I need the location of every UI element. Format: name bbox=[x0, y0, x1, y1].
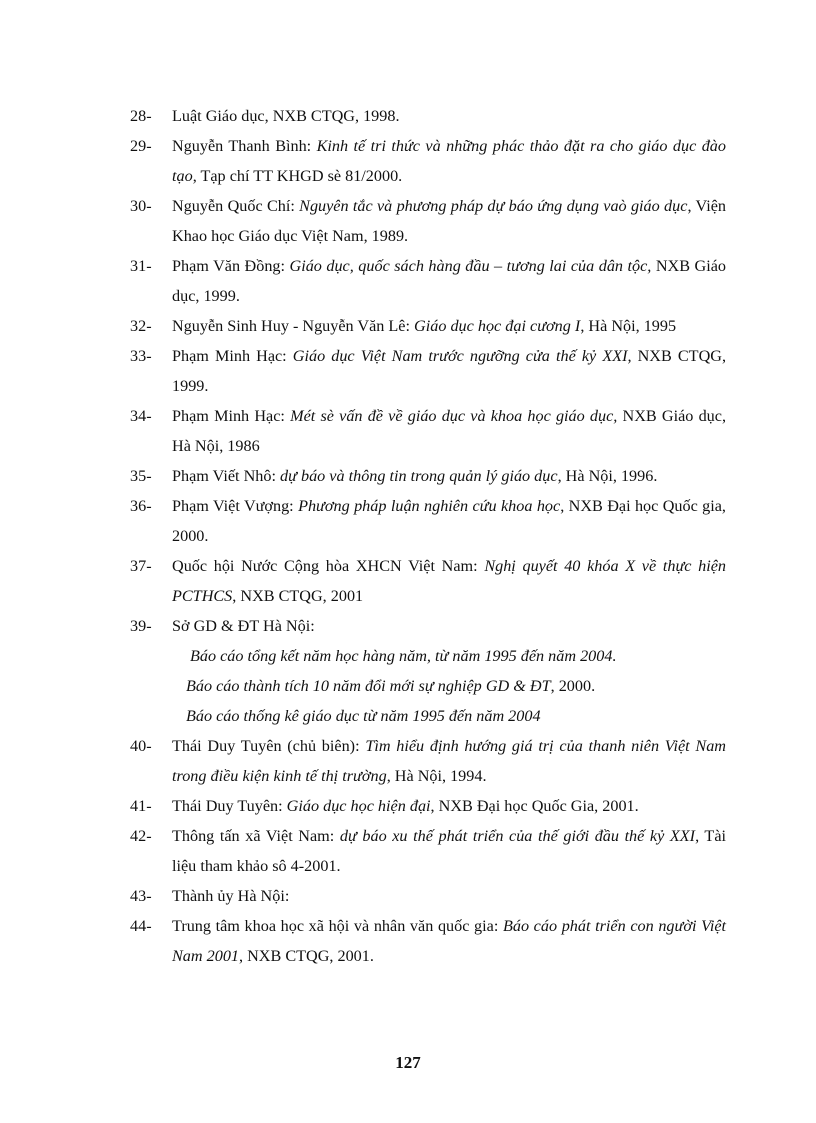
reference-segment: , Hà Nội, 1995 bbox=[580, 317, 677, 335]
reference-item bbox=[130, 401, 726, 461]
reference-title: Phương pháp luận nghiên cứu khoa học bbox=[298, 497, 561, 515]
reference-segment: , Tạp chí TT KHGD sè 81/2000. bbox=[192, 167, 403, 185]
reference-title: Nguyên tắc và phương pháp dự báo ứng dụng vaò giáo dục bbox=[299, 197, 688, 215]
reference-segment: Phạm Văn Đồng: bbox=[172, 257, 290, 275]
reference-number: 36- bbox=[130, 497, 152, 515]
reference-number: 40- bbox=[130, 737, 152, 755]
reference-text bbox=[172, 497, 726, 545]
reference-segment: , NXB CTQG, 2001 bbox=[232, 587, 364, 605]
reference-title: Giáo dục học hiện đại bbox=[286, 797, 431, 815]
reference-segment: NXB Giáo dục, Hà Nội, 1986 bbox=[172, 407, 727, 455]
reference-segment: Trung tâm khoa học xã hội và nhân văn quốc gia: bbox=[172, 917, 503, 935]
reference-segment: NXB Giáo dục, 1999. bbox=[172, 257, 726, 305]
reference-title: Kinh tế tri thức và những phác thảo đặt ra cho giáo dục đào tạo bbox=[172, 137, 726, 185]
reference-number: 31- bbox=[130, 257, 152, 275]
reference-item bbox=[130, 731, 726, 791]
reference-segment: , NXB CTQG, 2001. bbox=[239, 947, 374, 965]
reference-segment: Phạm Việt Vượng: bbox=[172, 497, 299, 515]
reference-text bbox=[172, 617, 315, 635]
reference-title: dự báo xu thế phát triển của thế giới đầu thế kỷ XXI bbox=[339, 827, 696, 845]
reference-text bbox=[172, 137, 726, 185]
reference-segment: Phạm Minh Hạc: bbox=[172, 407, 291, 425]
reference-text bbox=[172, 467, 657, 485]
reference-text bbox=[172, 347, 726, 395]
reference-list bbox=[130, 101, 726, 971]
reference-text bbox=[172, 887, 289, 905]
reference-item bbox=[130, 791, 726, 821]
reference-text bbox=[172, 737, 726, 785]
reference-segment: Phạm Minh Hạc: bbox=[172, 347, 293, 365]
reference-number: 30- bbox=[130, 197, 152, 215]
reference-number: 41- bbox=[130, 797, 152, 815]
reference-subitem-title: Báo cáo thành tích 10 năm đổi mới sự nghiệp GD & ĐT bbox=[186, 677, 551, 695]
reference-number: 28- bbox=[130, 107, 152, 125]
reference-number: 44- bbox=[130, 917, 152, 935]
reference-number: 42- bbox=[130, 827, 152, 845]
reference-number: 32- bbox=[130, 317, 152, 335]
reference-title: Báo cáo phát triển con người Việt Nam 2001 bbox=[172, 917, 726, 965]
reference-text bbox=[172, 827, 726, 875]
page-number: 127 bbox=[395, 1053, 421, 1072]
reference-subitem-title: Báo cáo tổng kết năm học hàng năm, từ năm 1995 đến năm 2004. bbox=[190, 647, 617, 665]
reference-subitem bbox=[172, 671, 726, 701]
reference-title: Giáo dục học đại cương I bbox=[414, 317, 581, 335]
reference-segment: , Hà Nội, 1994. bbox=[386, 767, 487, 785]
reference-text bbox=[172, 797, 639, 815]
reference-title: Giáo dục, quốc sách hàng đầu – tương lai của dân tộc, bbox=[289, 257, 652, 275]
reference-item bbox=[130, 251, 726, 311]
reference-item bbox=[130, 131, 726, 191]
reference-subitem-tail: , 2000. bbox=[550, 677, 596, 695]
reference-text bbox=[172, 197, 726, 245]
reference-title: Nghị quyết 40 khóa X về thực hiện PCTHCS bbox=[172, 557, 727, 605]
reference-text bbox=[172, 917, 726, 965]
reference-item bbox=[130, 551, 726, 611]
reference-segment: Nguyễn Quốc Chí: bbox=[172, 197, 300, 215]
reference-item bbox=[130, 491, 726, 551]
reference-title: Mét sè vấn đề về giáo dục và khoa học giáo dục, bbox=[290, 407, 618, 425]
reference-number: 33- bbox=[130, 347, 152, 365]
reference-title: Giáo dục Việt Nam trước ngưỡng cửa thế kỷ XXI, bbox=[292, 347, 632, 365]
reference-segment: , NXB Đại học Quốc Gia, 2001. bbox=[430, 797, 639, 815]
reference-segment: Thông tấn xã Việt Nam: bbox=[172, 827, 340, 845]
reference-number: 29- bbox=[130, 137, 152, 155]
reference-item bbox=[130, 191, 726, 251]
reference-segment: , Hà Nội, 1996. bbox=[557, 467, 658, 485]
reference-text bbox=[172, 557, 726, 605]
reference-segment: Thái Duy Tuyên: bbox=[172, 797, 287, 815]
reference-segment: Luật Giáo dục, NXB CTQG, 1998. bbox=[172, 107, 400, 125]
reference-item bbox=[130, 911, 726, 971]
reference-subitem bbox=[172, 641, 726, 671]
reference-item bbox=[130, 461, 726, 491]
reference-segment: Sở GD & ĐT Hà Nội: bbox=[172, 617, 315, 635]
reference-subitem bbox=[172, 701, 726, 731]
reference-item bbox=[130, 341, 726, 401]
reference-text bbox=[172, 107, 400, 125]
reference-item bbox=[130, 821, 726, 881]
reference-item bbox=[130, 101, 726, 131]
reference-item bbox=[130, 611, 726, 731]
reference-segment: , NXB Đại học Quốc gia, 2000. bbox=[172, 497, 726, 545]
reference-number: 34- bbox=[130, 407, 152, 425]
reference-segment: Nguyễn Sinh Huy - Nguyễn Văn Lê: bbox=[172, 317, 415, 335]
reference-title: Tìm hiểu định hướng giá trị của thanh niên Việt Nam trong điều kiện kinh tế thị trường bbox=[172, 737, 726, 785]
reference-segment: Quốc hội Nước Cộng hòa XHCN Việt Nam: bbox=[172, 557, 485, 575]
reference-number: 43- bbox=[130, 887, 152, 905]
reference-text bbox=[172, 317, 676, 335]
reference-subitem-title: Báo cáo thống kê giáo dục từ năm 1995 đến năm 2004 bbox=[186, 707, 541, 725]
reference-number: 37- bbox=[130, 557, 152, 575]
reference-segment: Thái Duy Tuyên (chủ biên): bbox=[172, 737, 366, 755]
reference-segment: Nguyễn Thanh Bình: bbox=[172, 137, 317, 155]
reference-item bbox=[130, 311, 726, 341]
reference-title: dự báo và thông tin trong quản lý giáo dục bbox=[280, 467, 558, 485]
reference-segment: Thành ủy Hà Nội: bbox=[172, 887, 290, 905]
reference-item bbox=[130, 881, 726, 911]
reference-number: 39- bbox=[130, 617, 152, 635]
reference-segment: , Tài liệu tham khảo sô 4-2001. bbox=[172, 827, 726, 875]
reference-segment: NXB CTQG, 1999. bbox=[172, 347, 726, 395]
reference-segment: , Viện Khao học Giáo dục Việt Nam, 1989. bbox=[172, 197, 726, 245]
reference-segment: Phạm Viết Nhô: bbox=[172, 467, 280, 485]
reference-number: 35- bbox=[130, 467, 152, 485]
reference-text bbox=[172, 257, 726, 305]
reference-text bbox=[172, 407, 726, 455]
